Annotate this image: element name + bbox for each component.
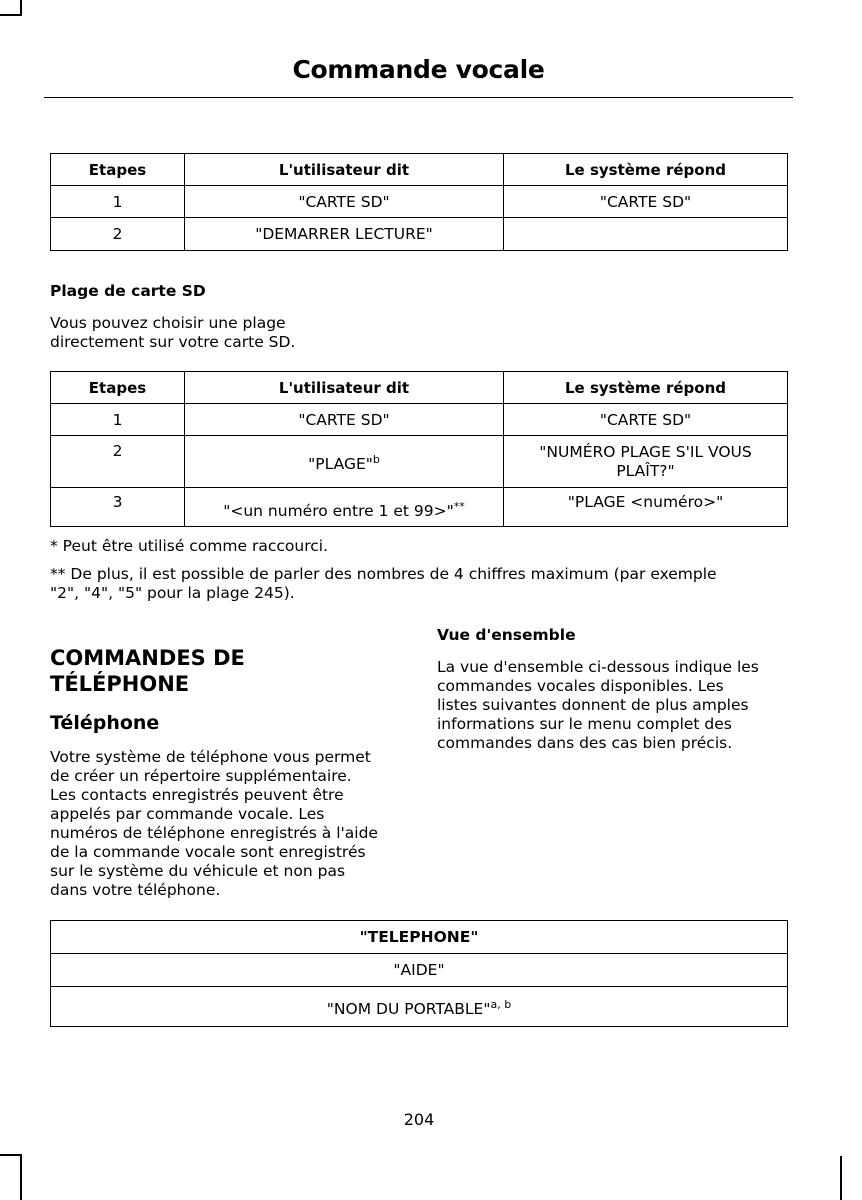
crop-mark-top-left-horizontal	[0, 14, 22, 16]
section-title-line: TÉLÉPHONE	[50, 672, 190, 696]
body-line: informations sur le menu complet des	[437, 715, 732, 733]
cell-step: 1	[51, 186, 185, 218]
telephone-commands-table	[50, 920, 788, 1027]
cell-system-responds: "CARTE SD"	[504, 186, 788, 218]
crop-mark-bottom-left-horizontal	[0, 1154, 22, 1156]
body-line: listes suivantes donnent de plus amples	[437, 696, 749, 714]
cell-step: 2	[51, 436, 185, 488]
body-line: sur le système du véhicule et non pas	[50, 862, 346, 880]
table-row	[51, 436, 788, 488]
footnote-marker: **	[453, 499, 465, 513]
cell-step: 2	[51, 218, 185, 251]
cell-user-says: "DEMARRER LECTURE"	[185, 218, 504, 251]
cell-user-says: "CARTE SD"	[185, 186, 504, 218]
section-title	[50, 645, 245, 697]
body-line: de la commande vocale sont enregistrés	[50, 843, 366, 861]
command-help: "AIDE"	[51, 954, 788, 987]
cell-user-says	[185, 488, 504, 527]
section-title-line: COMMANDES DE	[50, 646, 245, 670]
page-number: 204	[403, 1110, 435, 1129]
overview-body	[437, 658, 759, 753]
body-line: commandes dans des cas bien précis.	[437, 734, 733, 752]
cell-user-says	[185, 404, 504, 436]
table-row	[51, 404, 788, 436]
crop-mark-top-left	[20, 0, 22, 14]
footnote-1: * Peut être utilisé comme raccourci.	[50, 537, 328, 555]
telephone-table-header: "TELEPHONE"	[51, 921, 788, 954]
cell-system-responds	[504, 436, 788, 488]
intro-line: Vous pouvez choisir une plage	[50, 314, 286, 332]
sd-track-intro	[50, 314, 295, 352]
body-line: La vue d'ensemble ci-dessous indique les	[437, 658, 759, 676]
user-says-text: "PLAGE"	[308, 455, 373, 474]
table-row	[51, 954, 788, 987]
user-says-text: "CARTE SD"	[298, 410, 390, 429]
table-row	[51, 218, 788, 251]
overview-heading: Vue d'ensemble	[437, 626, 576, 644]
cell-system-responds: "PLAGE <numéro>"	[504, 488, 788, 527]
footnote-line: ** De plus, il est possible de parler des nombres de 4 chiffres maximum (par exemple	[50, 565, 717, 583]
user-says-text: "<un numéro entre 1 et 99>"	[223, 502, 454, 520]
body-line: numéros de téléphone enregistrés à l'aide	[50, 824, 378, 842]
crop-mark-bottom-right	[840, 1156, 842, 1200]
column-header-steps: Etapes	[51, 154, 185, 186]
body-line: dans votre téléphone.	[50, 881, 221, 899]
column-header-system-responds: Le système répond	[504, 372, 788, 404]
body-line: commandes vocales disponibles. Les	[437, 677, 724, 695]
sd-track-heading: Plage de carte SD	[50, 282, 206, 300]
table-row	[51, 186, 788, 218]
column-header-user-says: L'utilisateur dit	[185, 372, 504, 404]
steps-table-2	[50, 371, 788, 527]
footnote-marker: a, b	[490, 998, 512, 1012]
column-header-steps: Etapes	[51, 372, 185, 404]
footnote-marker: b	[372, 453, 380, 467]
table-row	[51, 987, 788, 1027]
command-phone-name	[51, 987, 788, 1027]
system-response-line: PLAÎT?"	[616, 461, 675, 480]
steps-table-1	[50, 153, 788, 251]
column-header-user-says: L'utilisateur dit	[185, 154, 504, 186]
cell-step: 3	[51, 488, 185, 527]
column-header-system-responds: Le système répond	[504, 154, 788, 186]
footnote-line: "2", "4", "5" pour la plage 245).	[50, 584, 295, 602]
crop-mark-bottom-left	[20, 1156, 22, 1200]
header-rule	[44, 97, 793, 98]
cell-user-says	[185, 436, 504, 488]
system-response-line: "NUMÉRO PLAGE S'IL VOUS	[539, 442, 752, 461]
body-line: appelés par commande vocale. Les	[50, 805, 325, 823]
intro-line: directement sur votre carte SD.	[50, 333, 296, 351]
table-row	[51, 488, 788, 527]
page-title: Commande vocale	[292, 55, 545, 84]
footnote-2	[50, 565, 717, 603]
body-line: Votre système de téléphone vous permet	[50, 748, 371, 766]
cell-system-responds: "CARTE SD"	[504, 404, 788, 436]
body-line: Les contacts enregistrés peuvent être	[50, 786, 344, 804]
cell-step: 1	[51, 404, 185, 436]
command-text: "NOM DU PORTABLE"	[326, 1000, 491, 1019]
cell-system-responds	[504, 218, 788, 251]
phone-body	[50, 748, 378, 900]
body-line: de créer un répertoire supplémentaire.	[50, 767, 352, 785]
phone-subheading: Téléphone	[50, 712, 160, 734]
